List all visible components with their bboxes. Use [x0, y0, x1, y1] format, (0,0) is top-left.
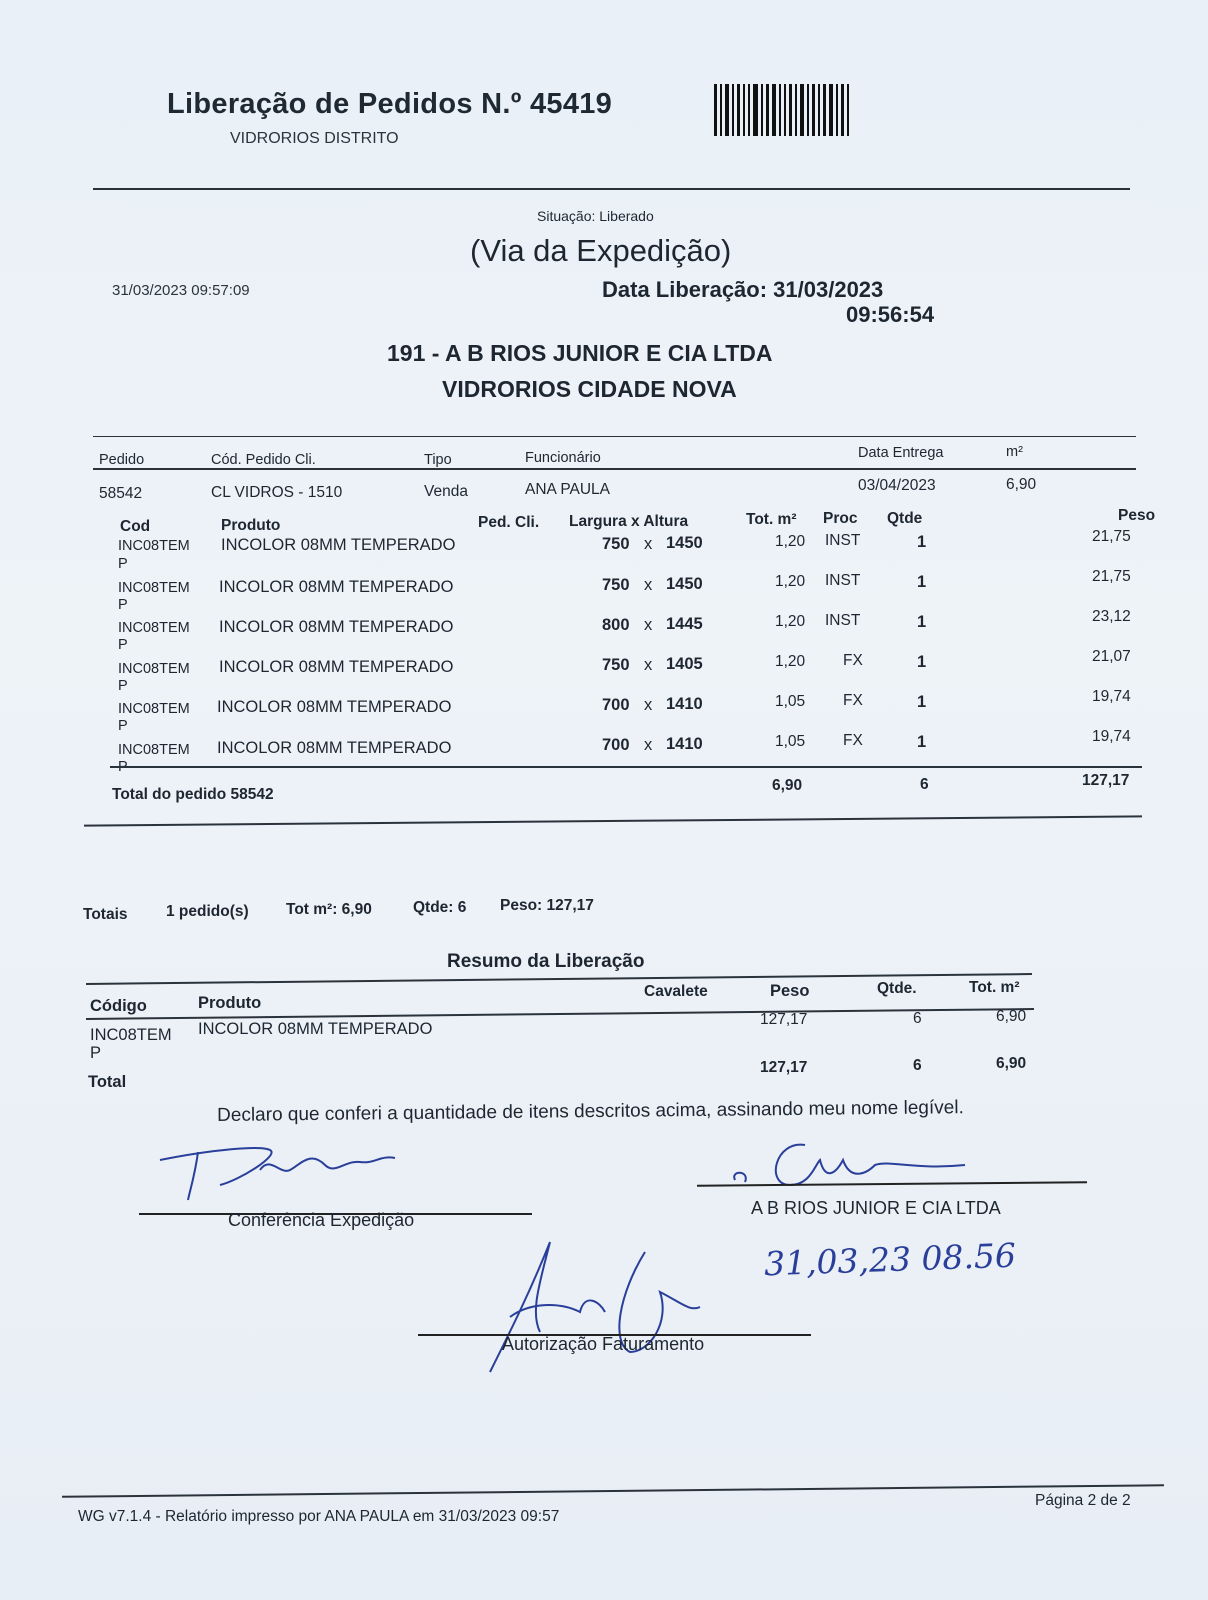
- resumo-col-produto: Produto: [198, 994, 262, 1012]
- m2-value: 6,90: [1006, 476, 1037, 493]
- item-produto: INCOLOR 08MM TEMPERADO: [219, 658, 454, 676]
- resumo-cod-suffix: P: [90, 1044, 102, 1062]
- print-datetime: 31/03/2023 09:57:09: [112, 282, 250, 299]
- barcode-icon: [714, 84, 894, 136]
- item-qtde: 1: [917, 573, 927, 591]
- item-produto: INCOLOR 08MM TEMPERADO: [221, 536, 456, 554]
- item-altura: 1450: [666, 575, 703, 593]
- item-produto: INCOLOR 08MM TEMPERADO: [217, 739, 452, 757]
- resumo-produto: INCOLOR 08MM TEMPERADO: [198, 1020, 433, 1038]
- item-qtde: 1: [917, 693, 927, 711]
- divider: [110, 766, 1142, 768]
- resumo-col-codigo: Código: [90, 997, 147, 1015]
- resumo-peso: 127,17: [760, 1011, 808, 1028]
- item-cod-suffix: P: [118, 556, 128, 572]
- item-cod-suffix: P: [118, 718, 128, 734]
- item-produto: INCOLOR 08MM TEMPERADO: [219, 618, 454, 636]
- item-cod: INC08TEM: [118, 580, 190, 596]
- totals-qtde: Qtde: 6: [413, 899, 467, 916]
- pedido-value: 58542: [99, 485, 143, 502]
- item-proc: INST: [825, 612, 861, 629]
- resumo-total-peso: 127,17: [760, 1059, 808, 1076]
- item-times: x: [644, 535, 653, 553]
- item-qtde: 1: [917, 653, 927, 671]
- item-cod: INC08TEM: [118, 538, 190, 554]
- divider: [84, 815, 1142, 826]
- item-cod-suffix: P: [118, 637, 128, 653]
- divider: [93, 436, 1136, 437]
- items-col-largura-altura: Largura x Altura: [569, 513, 689, 530]
- item-largura: 750: [602, 535, 630, 553]
- item-tot-m2: 1,05: [775, 733, 806, 750]
- item-cod: INC08TEM: [118, 742, 190, 758]
- resumo-total-label: Total: [88, 1073, 127, 1091]
- item-cod-suffix: P: [118, 597, 128, 613]
- item-peso: 19,74: [1092, 688, 1131, 705]
- totals-peso: Peso: 127,17: [500, 897, 594, 914]
- company-name: VIDRORIOS DISTRITO: [230, 130, 399, 147]
- company-signature-label: A B RIOS JUNIOR E CIA LTDA: [751, 1198, 1001, 1218]
- item-tot-m2: 1,20: [775, 533, 806, 550]
- divider: [93, 188, 1130, 190]
- resumo-col-qtde: Qtde.: [877, 980, 917, 997]
- order-total-qtde: 6: [920, 776, 929, 793]
- item-largura: 800: [602, 616, 630, 634]
- items-col-ped-cli: Ped. Cli.: [478, 514, 540, 531]
- divider: [62, 1484, 1164, 1498]
- items-col-cod: Cod: [120, 518, 151, 535]
- item-largura: 700: [602, 696, 630, 714]
- item-cod: INC08TEM: [118, 620, 190, 636]
- resumo-cod: INC08TEM: [90, 1026, 172, 1044]
- resumo-col-tot-m2: Tot. m²: [969, 979, 1020, 996]
- col-m2: m²: [1006, 444, 1023, 460]
- item-times: x: [644, 576, 653, 594]
- totals-label: Totais: [83, 906, 128, 923]
- item-proc: INST: [825, 572, 861, 589]
- col-pedido: Pedido: [99, 452, 145, 468]
- order-total-label: Total do pedido 58542: [112, 786, 274, 803]
- item-largura: 750: [602, 656, 630, 674]
- col-tipo: Tipo: [424, 452, 452, 468]
- release-time: 09:56:54: [846, 302, 935, 327]
- resumo-title: Resumo da Liberação: [447, 951, 645, 972]
- page-number: Página 2 de 2: [1035, 1492, 1131, 1509]
- via-label: (Via da Expedição): [470, 233, 732, 268]
- document-title: Liberação de Pedidos N.º 45419: [167, 88, 613, 120]
- item-times: x: [644, 696, 653, 714]
- declaration: Declaro que conferi a quantidade de itens descritos acima, assinando meu nome legível.: [217, 1097, 964, 1126]
- item-tot-m2: 1,20: [775, 653, 806, 670]
- signature-company-icon: [725, 1130, 975, 1200]
- resumo-col-cavalete: Cavalete: [644, 983, 708, 1000]
- col-cod-pedido-cli: Cód. Pedido Cli.: [211, 452, 316, 468]
- release-date: Data Liberação: 31/03/2023: [602, 277, 884, 302]
- item-proc: FX: [843, 692, 863, 709]
- items-col-peso: Peso: [1118, 507, 1156, 524]
- item-times: x: [644, 736, 653, 754]
- conferencia-label: Conferência Expedição: [228, 1210, 415, 1230]
- item-altura: 1405: [666, 655, 703, 673]
- item-peso: 21,75: [1092, 568, 1131, 585]
- resumo-qtde: 6: [913, 1010, 922, 1027]
- item-peso: 21,07: [1092, 648, 1131, 665]
- item-cod: INC08TEM: [118, 661, 190, 677]
- resumo-col-peso: Peso: [770, 982, 810, 1000]
- item-tot-m2: 1,05: [775, 693, 806, 710]
- client-name: 191 - A B RIOS JUNIOR E CIA LTDA: [387, 340, 773, 366]
- item-tot-m2: 1,20: [775, 613, 806, 630]
- data-entrega-value: 03/04/2023: [858, 477, 936, 494]
- footer-report: WG v7.1.4 - Relatório impresso por ANA PAULA em 31/03/2023 09:57: [78, 1508, 560, 1525]
- item-cod: INC08TEM: [118, 701, 190, 717]
- items-col-tot-m2: Tot. m²: [746, 511, 797, 528]
- item-qtde: 1: [917, 613, 927, 631]
- order-total-peso: 127,17: [1082, 772, 1130, 789]
- resumo-total-m2: 6,90: [996, 1055, 1027, 1072]
- item-qtde: 1: [917, 533, 927, 551]
- item-peso: 23,12: [1092, 608, 1131, 625]
- item-proc: INST: [825, 532, 861, 549]
- item-peso: 19,74: [1092, 728, 1131, 745]
- item-altura: 1450: [666, 534, 703, 552]
- status-label: Situação: Liberado: [537, 208, 654, 224]
- item-cod-suffix: P: [118, 678, 128, 694]
- signature-conferencia-icon: [150, 1130, 430, 1220]
- items-col-qtde: Qtde: [887, 510, 923, 527]
- item-peso: 21,75: [1092, 528, 1131, 545]
- items-col-produto: Produto: [221, 517, 281, 534]
- order-total-m2: 6,90: [772, 777, 803, 794]
- item-altura: 1410: [666, 695, 703, 713]
- items-col-proc: Proc: [823, 510, 858, 527]
- item-largura: 750: [602, 576, 630, 594]
- item-qtde: 1: [917, 733, 927, 751]
- resumo-total-qtde: 6: [913, 1057, 922, 1074]
- item-altura: 1445: [666, 615, 703, 633]
- item-produto: INCOLOR 08MM TEMPERADO: [219, 578, 454, 596]
- tipo-value: Venda: [424, 483, 468, 500]
- signature-autorizacao-icon: [470, 1232, 730, 1382]
- autorizacao-label: Autorização Faturamento: [502, 1334, 705, 1354]
- item-proc: FX: [843, 732, 863, 749]
- item-times: x: [644, 616, 653, 634]
- resumo-tot-m2: 6,90: [996, 1008, 1027, 1025]
- cod-pedido-cli-value: CL VIDROS - 1510: [211, 484, 343, 501]
- divider: [93, 468, 1136, 470]
- funcionario-value: ANA PAULA: [525, 481, 611, 498]
- item-tot-m2: 1,20: [775, 573, 806, 590]
- handwritten-date: 31,03,23 08.56: [763, 1235, 1017, 1284]
- col-funcionario: Funcionário: [525, 450, 601, 466]
- totals-m2: Tot m²: 6,90: [286, 901, 372, 918]
- item-altura: 1410: [666, 735, 703, 753]
- item-produto: INCOLOR 08MM TEMPERADO: [217, 698, 452, 716]
- col-data-entrega: Data Entrega: [858, 445, 944, 461]
- totals-pedidos: 1 pedido(s): [166, 903, 249, 920]
- item-times: x: [644, 656, 653, 674]
- item-proc: FX: [843, 652, 863, 669]
- client-store: VIDRORIOS CIDADE NOVA: [442, 376, 737, 402]
- item-largura: 700: [602, 736, 630, 754]
